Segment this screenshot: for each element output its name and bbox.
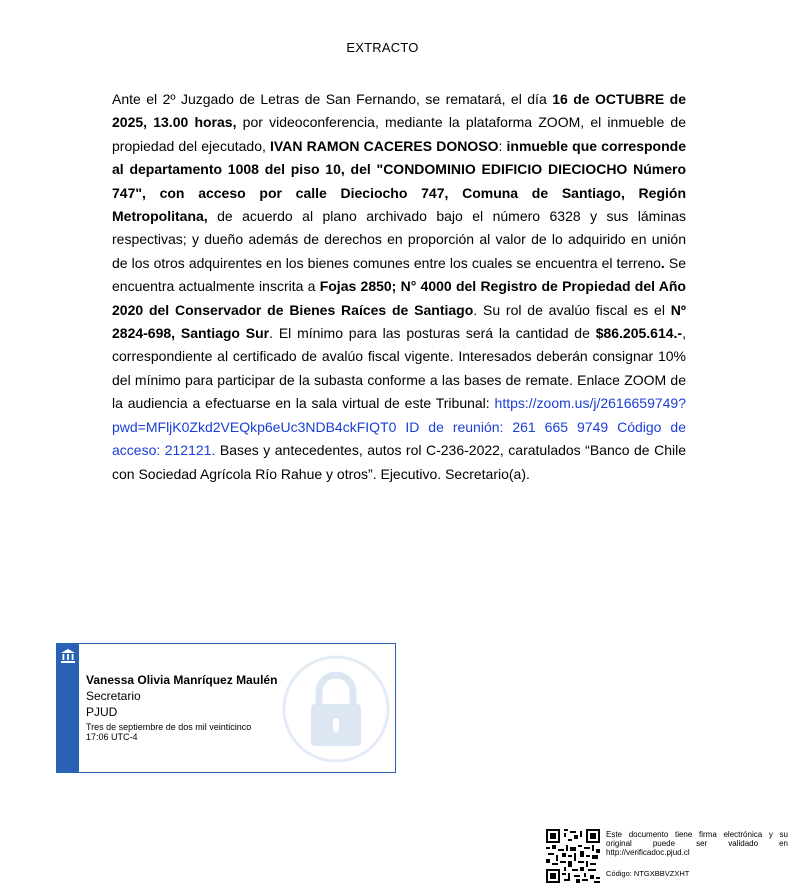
- extract-body: [112, 88, 686, 486]
- body-text-bold-period: .: [660, 254, 665, 271]
- body-text: . El mínimo para las posturas será la cantidad de: [269, 325, 596, 342]
- body-text: , correspondiente al certificado de avalúo fiscal vigente. Interesados deberán consignar 10% del mínimo para participar de la subasta conforme a las bases de remate. Enlace ZOOM de la audiencia a efectuarse en la sala virtual de este Tribunal:: [112, 325, 686, 412]
- signer-role: Secretario: [86, 689, 141, 703]
- minimum-bid-amount: $86.205.614.-: [595, 325, 683, 342]
- verification-text: Este documento tiene firma electrónica y su original puede ser validado en http://verificadoc.pjud.cl: [606, 830, 788, 857]
- verification-code: Código: NTGXBBVZXHT: [606, 869, 690, 878]
- body-text: por videoconferencia, mediante la plataforma ZOOM, el inmueble de propiedad del ejecutado,: [112, 114, 686, 154]
- electronic-signature-box: [56, 643, 396, 773]
- signer-organization: PJUD: [86, 705, 118, 719]
- signature-side-bar: [57, 644, 79, 772]
- body-text: Bases y antecedentes, autos rol C-236-2022, caratulados “Banco de Chile con Sociedad Agrícola Río Rahue y otros”. Ejecutivo. Secretario(a).: [112, 442, 686, 482]
- debtor-name: IVAN RAMON CACERES DONOSO: [270, 137, 499, 154]
- signature-details: [86, 672, 277, 742]
- body-text: . Su rol de avalúo fiscal es el: [473, 301, 671, 318]
- registry-reference: Fojas 2850; N° 4000 del Registro de Propiedad del Año 2020 del Conservador de Bienes Raíces de Santiago: [112, 278, 686, 318]
- property-description: inmueble que corresponde al departamento 1008 del piso 10, del "CONDOMINIO EDIFICIO DIECIOCHO Número 747", con acceso por calle Dieciocho 747, Comuna de Santiago, Región Metropolitana,: [112, 137, 686, 225]
- courthouse-icon: [60, 648, 76, 664]
- zoom-link[interactable]: https://zoom.us/j/2616659749?pwd=MFljK0Zkd2VEQkp6eUc3NDB4ckFIQT0 ID de reunión: 261 665 9749 Código de acceso: 212121.: [112, 395, 686, 459]
- padlock-icon: [281, 654, 391, 764]
- body-text: Se encuentra actualmente inscrita a: [112, 254, 687, 295]
- signature-date: Tres de septiembre de dos mil veinticinco: [86, 722, 252, 732]
- document-title: EXTRACTO: [346, 40, 419, 55]
- signer-name: Vanessa Olivia Manríquez Maulén: [86, 673, 278, 687]
- body-text: :: [498, 137, 507, 154]
- verification-notice: [606, 830, 788, 878]
- body-text: Ante el 2º Juzgado de Letras de San Fernando, se rematará, el día: [112, 91, 553, 107]
- auction-date: 16 de OCTUBRE de 2025, 13.00 horas,: [112, 91, 686, 131]
- tax-roll-number: Nº 2824-698, Santiago Sur: [112, 301, 686, 342]
- qr-code-icon: [546, 829, 600, 883]
- signature-time: 17:06 UTC-4: [86, 732, 138, 742]
- body-text: de acuerdo al plano archivado bajo el número 6328 y sus láminas respectivas; y dueño además de derechos en proporción al valor de lo adquirido en unión de los otros adquirentes en los bienes comunes entre los cuales se encuentra el terreno: [112, 208, 686, 271]
